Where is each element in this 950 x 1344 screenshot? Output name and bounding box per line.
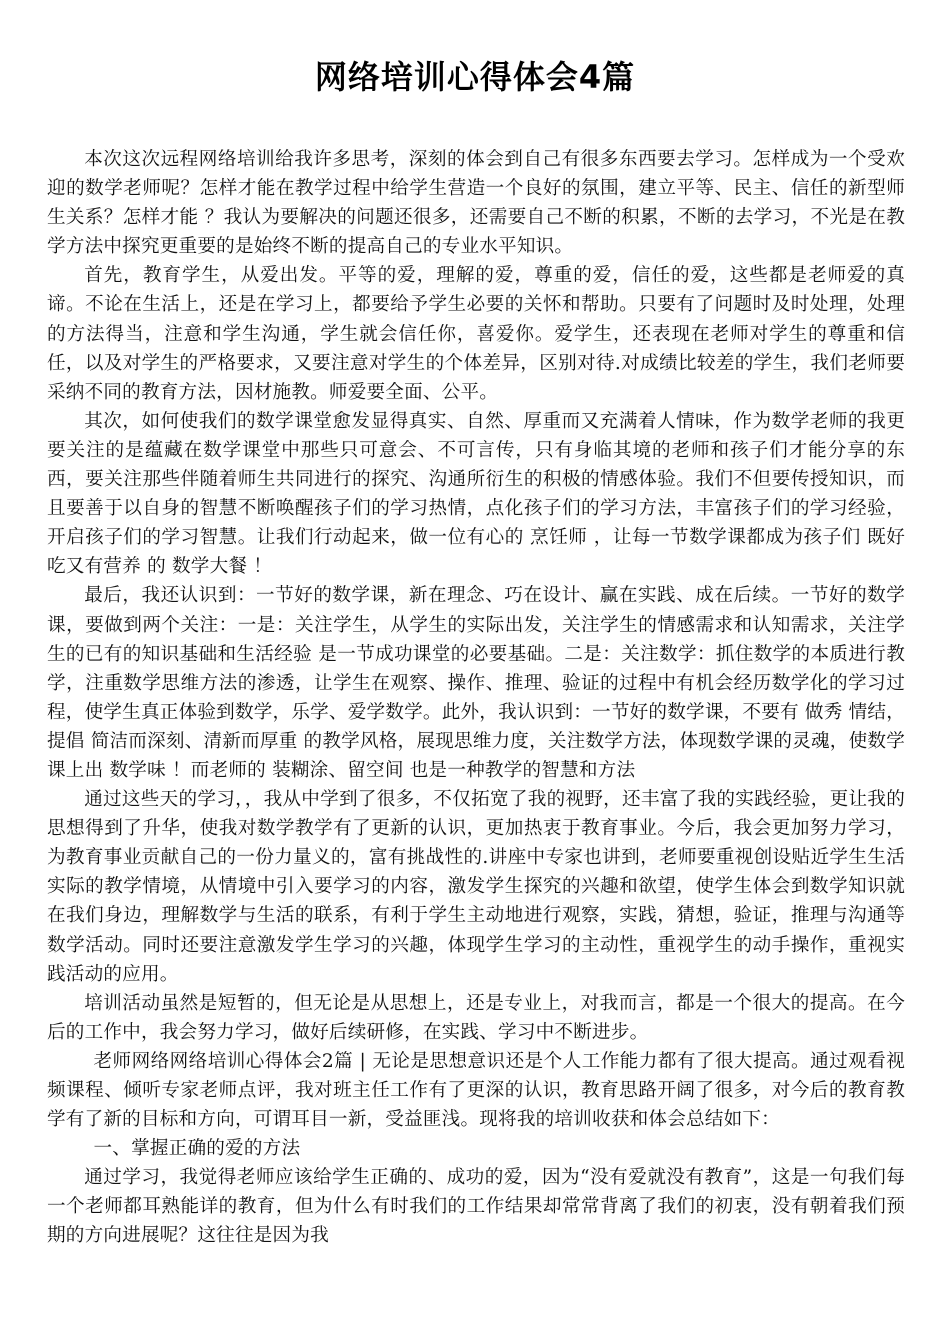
paragraph: 其次，如何使我们的数学课堂愈发显得真实、自然、厚重而又充满着人情味，作为数学老师的我更要关注的是蕴藏在数学课堂中那些只可意会、不可言传，只有身临其境的老师和孩子们才能分享的东西，要关注那些伴随着师生共同进行的探究、沟通所衍生的积极的情感体验。我们不但要传授知识，而且要善于以自身的智慧不断唤醒孩子们的学习热情，点化孩子们的学习方法，丰富孩子们的学习经验，开启孩子们的学习智慧。让我们行动起来，做一位有心的 烹饪师 ，让每一节数学课都成为孩子们 既好吃又有营养 的 数学大餐 ！ <box>47 410 905 578</box>
paragraph: 通过这些天的学习，，我从中学到了很多，不仅拓宽了我的视野，还丰富了我的实践经验，更让我的思想得到了升华，使我对数学教学有了更新的认识，更加热衷于教育事业。今后，我会更加努力学习，为教育事业贡献自己的一份力量义的，富有挑战性的.讲座中专家也讲到，老师要重视创设贴近学生生活实际的教学情境，从情境中引入要学习的内容，激发学生探究的兴趣和欲望，使学生体会到数学知识就在我们身边，理解数学与生活的联系，有利于学生主动地进行观察，实践，猜想，验证，推理与沟通等数学活动。同时还要注意激发学生学习的兴趣，体现学生学习的主动性，重视学生的动手操作，重视实践活动的应用。 <box>47 789 905 985</box>
paragraph: 首先，教育学生，从爱出发。平等的爱，理解的爱，尊重的爱，信任的爱，这些都是老师爱的真谛。不论在生活上，还是在学习上，都要给予学生必要的关怀和帮助。只要有了问题时及时处理，处理的方法得当，注意和学生沟通，学生就会信任你，喜爱你。爱学生，还表现在老师对学生的尊重和信任，以及对学生的严格要求，又要注意对学生的个体差异，区别对待.对成绩比较差的学生，我们老师要采纳不同的教育方法，因材施教。师爱要全面、公平。 <box>47 265 905 403</box>
paragraph: 培训活动虽然是短暂的，但无论是从思想上，还是专业上，对我而言，都是一个很大的提高。在今后的工作中，我会努力学习，做好后续研修，在实践、学习中不断进步。 <box>47 992 905 1043</box>
paragraph: 通过学习，我觉得老师应该给学生正确的、成功的爱，因为“没有爱就没有教育”，这是一句我们每一个老师都耳熟能详的教育，但为什么有时我们的工作结果却常常背离了我们的初衷，没有朝着我们预期的方向进展呢？这往往是因为我 <box>47 1167 905 1247</box>
document-title: 网络培训心得体会4篇 <box>314 58 636 96</box>
section-heading: 一、掌握正确的爱的方法 <box>93 1138 301 1160</box>
paragraph: 老师网络网络培训心得体会2篇 | 无论是思想意识还是个人工作能力都有了很大提高。通过观看视频课程、倾听专家老师点评，我对班主任工作有了更深的认识，教育思路开阔了很多，对今后的教育教学有了新的目标和方向，可谓耳目一新，受益匪浅。现将我的培训收获和体会总结如下： <box>47 1050 905 1131</box>
paragraph: 最后，我还认识到：一节好的数学课，新在理念、巧在设计、赢在实践、成在后续。一节好的数学课，要做到两个关注：一是：关注学生，从学生的实际出发，关注学生的情感需求和认知需求，关注学生的已有的知识基础和生活经验 是一节成功课堂的必要基础。二是：关注数学：抓住数学的本质进行教学，注重数学思维方法的渗透，让学生在观察、操作、推理、验证的过程中有机会经历数学化的学习过程，使学生真正体验到数学，乐学、爱学数学。此外，我认识到：一节好的数学课，不要有 做秀 情结，提倡 简洁而深刻、清新而厚重 的教学风格，展现思维力度，关注数学方法，体现数学课的灵魂，使数学课上出 数学味 ！而老师的 装糊涂、留空间 也是一种教学的智慧和方法 <box>47 585 905 781</box>
document-body <box>47 145 905 1251</box>
paragraph: 本次这次远程网络培训给我许多思考，深刻的体会到自己有很多东西要去学习。怎样成为一个受欢迎的数学老师呢？怎样才能在教学过程中给学生营造一个良好的氛围，建立平等、民主、信任的新型师生关系？怎样才能 ？我认为要解决的问题还很多，还需要自己不断的积累，不断的去学习，不光是在教学方法中探究更重要的是始终不断的提高自己的专业水平知识。 <box>47 149 905 258</box>
